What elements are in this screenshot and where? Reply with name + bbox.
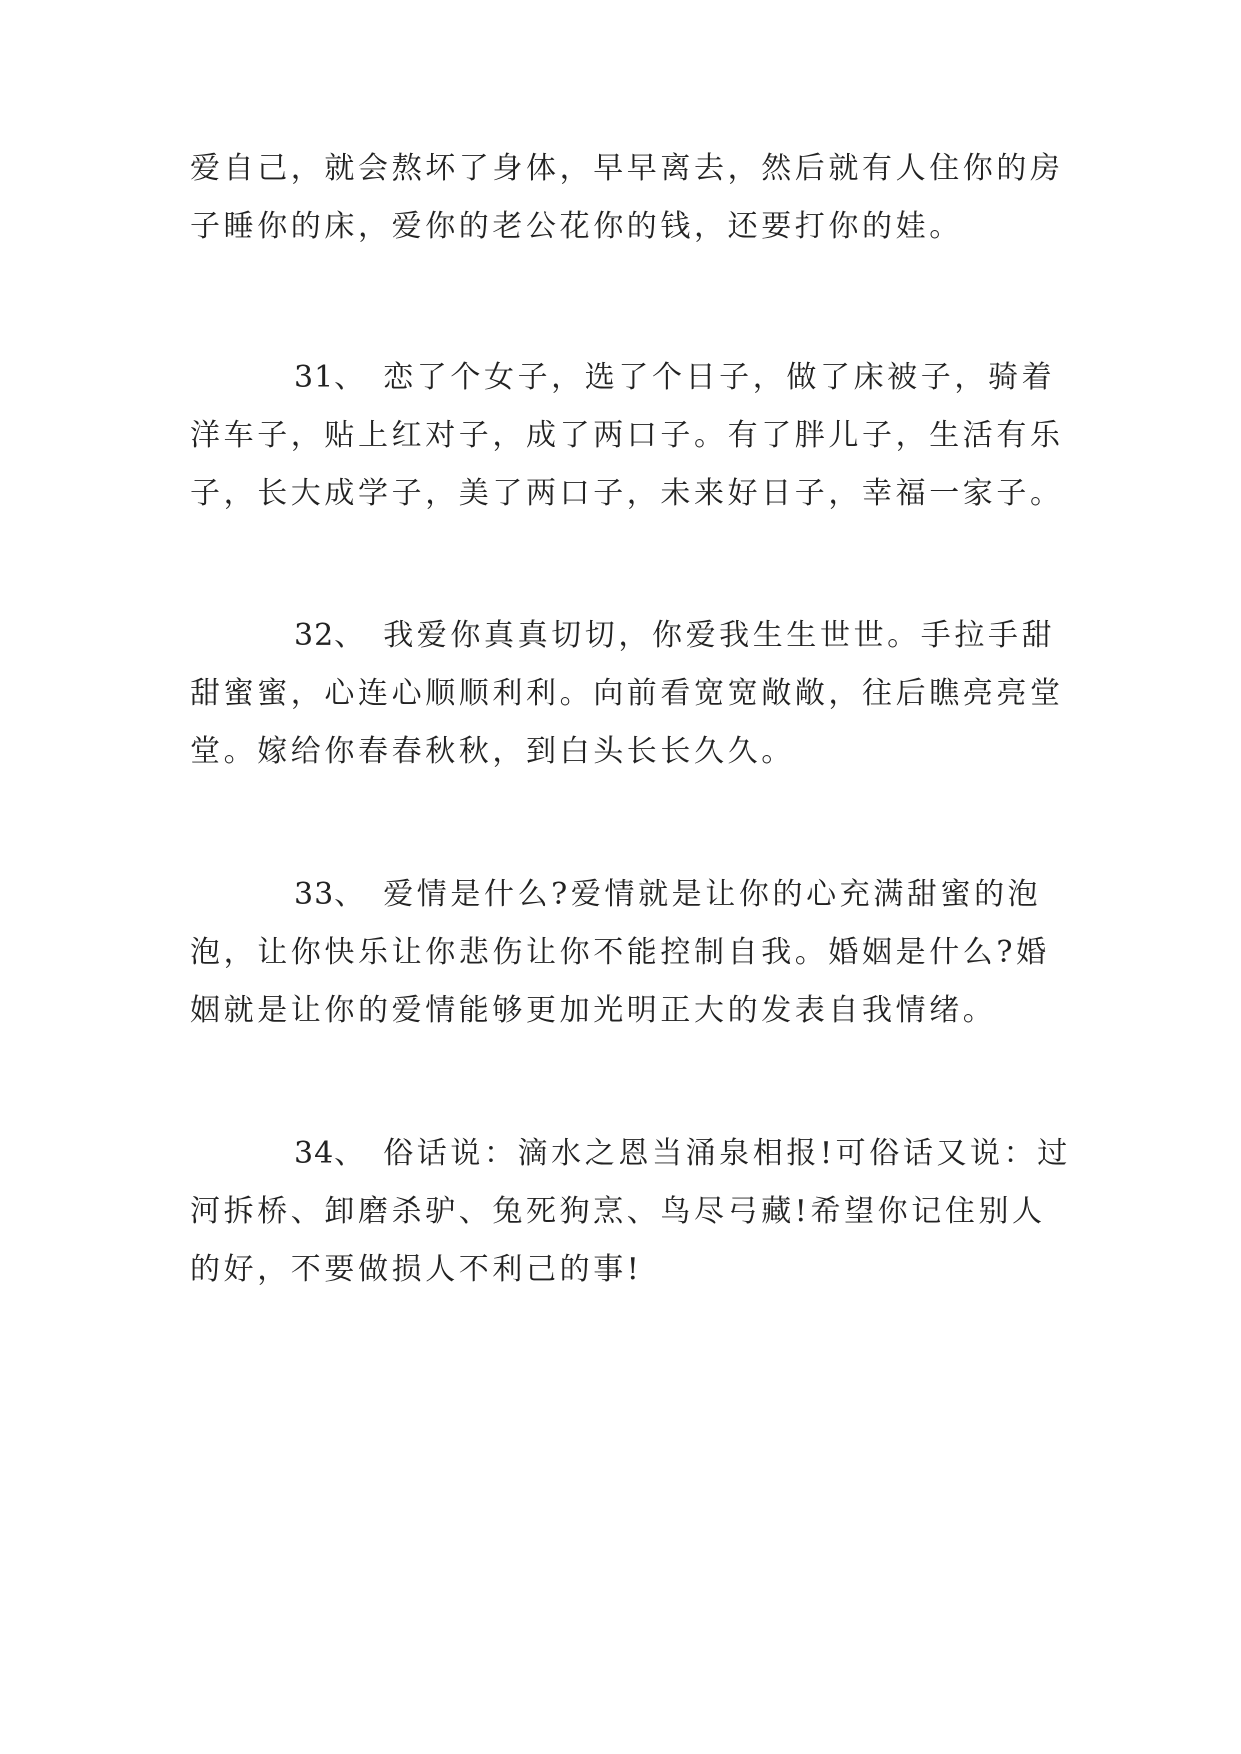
item-first-line: 爱情是什么?爱情就是让你的心充满甜蜜的泡 (383, 877, 1042, 912)
item-number: 34、 (294, 1136, 366, 1171)
item-33-paragraph (190, 866, 1060, 1040)
text-line: 泡，让你快乐让你悲伤让你不能控制自我。婚姻是什么?婚 (190, 935, 1050, 970)
item-number: 32、 (294, 618, 366, 653)
item-31-paragraph (190, 349, 1064, 523)
text-line: 洋车子，贴上红对子，成了两口子。有了胖儿子，生活有乐 (190, 418, 1064, 453)
text-line: 的好，不要做损人不利己的事! (190, 1252, 643, 1287)
item-first-line: 俗话说：滴水之恩当涌泉相报!可俗话又说：过 (383, 1136, 1071, 1171)
text-line: 甜蜜蜜，心连心顺顺利利。向前看宽宽敞敞，往后瞧亮亮堂 (190, 676, 1064, 711)
item-number: 31、 (294, 360, 366, 395)
text-line: 子，长大成学子，美了两口子，未来好日子，幸福一家子。 (190, 476, 1064, 511)
item-first-line: 我爱你真真切切，你爱我生生世世。手拉手甜 (383, 618, 1056, 653)
text-line: 姻就是让你的爱情能够更加光明正大的发表自我情绪。 (190, 993, 997, 1028)
text-line: 堂。嫁给你春春秋秋，到白头长长久久。 (190, 734, 795, 769)
text-line (190, 1125, 1071, 1183)
continuation-paragraph (190, 140, 1064, 256)
text-line: 爱自己，就会熬坏了身体，早早离去，然后就有人住你的房 (190, 151, 1064, 186)
item-34-paragraph (190, 1125, 1071, 1299)
item-number: 33、 (294, 877, 366, 912)
text-line: 子睡你的床，爱你的老公花你的钱，还要打你的娃。 (190, 209, 963, 244)
text-line (190, 866, 1060, 924)
text-line: 河拆桥、卸磨杀驴、兔死狗烹、鸟尽弓藏!希望你记住别人 (190, 1194, 1046, 1229)
item-first-line: 恋了个女子，选了个日子，做了床被子，骑着 (383, 360, 1056, 395)
text-line (190, 349, 1060, 407)
item-32-paragraph (190, 607, 1064, 781)
text-line (190, 607, 1060, 665)
